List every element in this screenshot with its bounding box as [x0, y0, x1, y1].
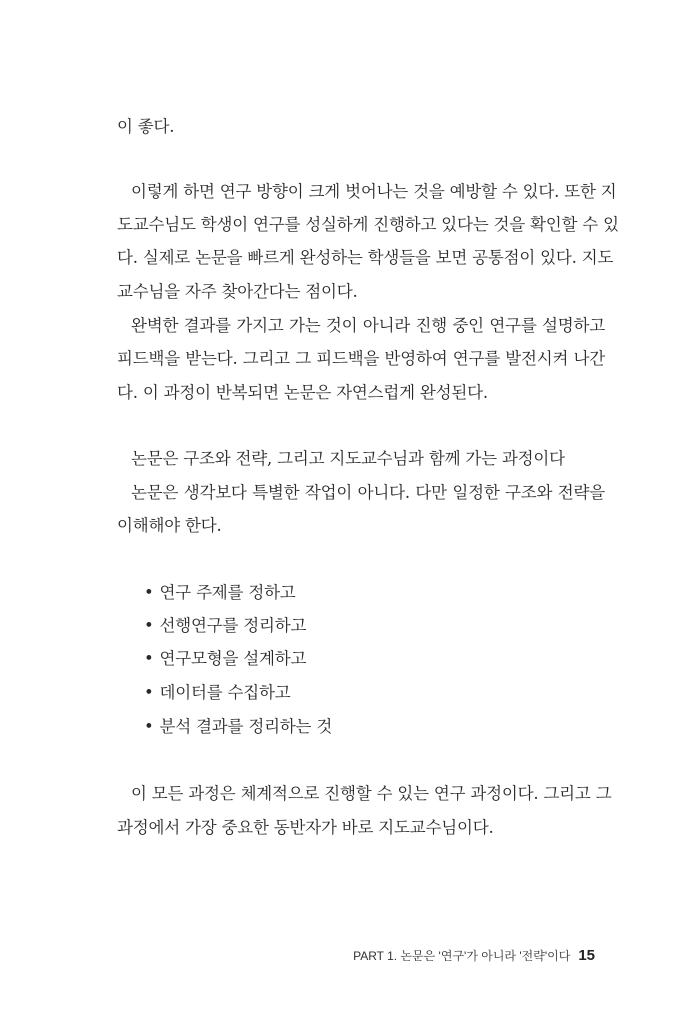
bullet-icon: • — [144, 649, 154, 668]
list-item — [144, 647, 306, 671]
section-heading: 논문은 구조와 전략, 그리고 지도교수님과 함께 가는 과정이다 — [131, 449, 565, 468]
text-line: 이 모든 과정은 체계적으로 진행할 수 있는 연구 과정이다. 그리고 그 — [131, 784, 612, 803]
list-item — [144, 581, 296, 605]
page-footer — [353, 947, 595, 965]
bullet-icon: • — [144, 583, 154, 602]
list-item — [144, 614, 306, 638]
text-line: 완벽한 결과를 가지고 가는 것이 아니라 진행 중인 연구를 설명하고 — [131, 316, 605, 335]
text-line: 이렇게 하면 연구 방향이 크게 벗어나는 것을 예방할 수 있다. 또한 지 — [131, 182, 617, 201]
text-line: 교수님을 자주 찾아간다는 점이다. — [117, 282, 358, 301]
text-line: 이해해야 한다. — [117, 516, 222, 535]
text-line: 이 좋다. — [117, 117, 175, 136]
list-item-text: 연구 주제를 정하고 — [159, 583, 296, 602]
running-title: PART 1. 논문은 '연구'가 아니라 '전략'이다 — [353, 949, 571, 963]
text-line: 다. 이 과정이 반복되면 논문은 자연스럽게 완성된다. — [117, 383, 488, 402]
bullet-icon: • — [144, 616, 154, 635]
list-item-text: 분석 결과를 정리하는 것 — [159, 717, 333, 736]
text-line: 피드백을 받는다. 그리고 그 피드백을 반영하여 연구를 발전시켜 나간 — [117, 349, 605, 368]
text-line: 과정에서 가장 중요한 동반자가 바로 지도교수님이다. — [117, 818, 494, 837]
list-item-text: 선행연구를 정리하고 — [159, 616, 307, 635]
list-item — [144, 681, 291, 705]
text-line: 도교수님도 학생이 연구를 성실하게 진행하고 있다는 것을 확인할 수 있 — [117, 215, 619, 234]
text-line: 논문은 생각보다 특별한 작업이 아니다. 다만 일정한 구조와 전략을 — [131, 483, 605, 502]
list-item-text: 연구모형을 설계하고 — [159, 649, 307, 668]
list-item-text: 데이터를 수집하고 — [159, 683, 291, 702]
page-number: 15 — [578, 947, 595, 964]
bullet-icon: • — [144, 717, 154, 736]
bullet-icon: • — [144, 683, 154, 702]
text-line: 다. 실제로 논문을 빠르게 완성하는 학생들을 보면 공통점이 있다. 지도 — [117, 248, 614, 267]
list-item — [144, 715, 332, 739]
